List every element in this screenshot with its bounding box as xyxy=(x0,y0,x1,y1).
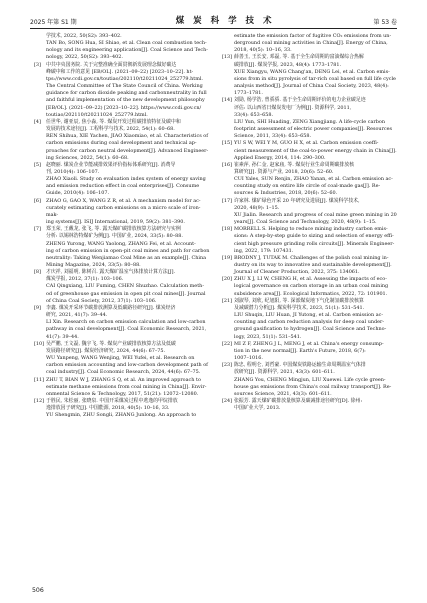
reference-line: ing of carbon emission in open-pit coal mines and path for carbon xyxy=(46,247,210,254)
reference-number: [12] xyxy=(34,397,45,404)
reference-line: ground gasification to hydrogen[J]. Coal Science and Techno- xyxy=(234,326,387,333)
reference-line: counting study on entire life circle of coal-made gas[J]. Re- xyxy=(234,183,381,190)
reference-line: tion in the new normal[J]. Earth's Future, 2018, 6(7): xyxy=(234,347,366,354)
reference-line: CUI Yales, SUN Renjin, ZHAO Yanan, et al. Carbon emission ac- xyxy=(234,176,393,183)
reference-line: MI Z F, ZHENG J L, MENG J, et al. China's energy consump- xyxy=(234,340,384,347)
reference-line: ZHAO G, GAO X, WANG Z R, et al. A mechanism model for ac- xyxy=(46,197,201,204)
reference-line: sions from in situ pyrolysis of tar-rich coal based on full life cycle xyxy=(234,75,396,82)
reference-line: 学技术, 2022, 50(S2): 393–402. xyxy=(46,33,122,39)
reference-entry xyxy=(222,226,398,255)
reference-entry xyxy=(222,362,398,398)
reference-number: [8] xyxy=(34,269,41,276)
reference-line: 于胜民, 朱松丽, 张晓泉. 中国开采煤炭过程中逃逸的甲烷排放 xyxy=(46,397,178,404)
reference-line: logy, 2023, 51(1): 531–541. xyxy=(234,333,302,340)
reference-number: [6] xyxy=(34,197,41,204)
reference-entry xyxy=(34,398,210,419)
reference-line: 赵晓丽. 煤炭企业节能减排效果评价指标体系研究[J]. 消费导 xyxy=(46,161,176,168)
reference-line: toutiao/202110/t20211024_252779.html. xyxy=(46,111,148,118)
reference-line: ZHANG You, CHENG Mingjun, LIU Xuewei. Life cycle green- xyxy=(234,376,386,383)
reference-line: ZHU X J, LI W, CHENG H, et al. Assessing the impacts of eco- xyxy=(234,276,387,283)
reference-line: 研究, 2021, 41(7): 39–44. xyxy=(46,312,108,319)
reference-line: 崔素萍, 孙仁金, 赵家庙, 等. 煤炭行业生命周期碳排放核 xyxy=(234,161,355,168)
reference-line: nology, 2022, 50(S2): 393–402. xyxy=(46,54,123,61)
reference-number: [24] xyxy=(222,397,233,404)
reference-line: carbon emissions during coal development and technical ap- xyxy=(46,140,197,147)
reference-line: 煤炭学报, 2012, 37(1): 103–106. xyxy=(46,276,124,283)
reference-line: logical governance on carbon storage in an urban coal mining xyxy=(234,283,389,290)
reference-entry xyxy=(222,255,398,276)
reference-line: 刘勋, 杨学浩, 曾骄骄. 基于全生命周期评价的电力企业碳足迹 xyxy=(234,97,366,104)
reference-line: XU Jialin. Research and progress of coal mine green mining in 20 xyxy=(234,211,397,218)
reference-entry xyxy=(222,54,398,97)
issue-label: 2025 年第 S1 期 xyxy=(30,19,77,26)
header-rule xyxy=(30,28,397,29)
reference-entry xyxy=(222,162,398,198)
reference-line: REN Shihua, XIE Yachen, JIAO Xiaomiao, et al. Characteristics of xyxy=(46,133,209,140)
reference-line: sions: A step-by-step guide to sizing and selection of energy effi- xyxy=(234,233,394,240)
reference-line: coal industry[J]. Coal Economic Research, 2024, 44(6): 67–75. xyxy=(46,369,201,376)
reference-line: 薛善玉, 王长安, 邓磊, 等. 基于全生命周期的富油煤综合热解 xyxy=(234,54,364,61)
reference-line: derground coal mining activities in China[J]. Energy of China, xyxy=(234,40,388,47)
reference-entry xyxy=(34,377,210,398)
reference-line: sources Science, 2021, 43(3): 601–611. xyxy=(234,390,332,397)
reference-line: 发展的技术途径[J]. 工程科学与技术, 2022, 54(1): 60–68. xyxy=(46,126,175,133)
reference-number: [18] xyxy=(222,226,233,233)
reference-entry xyxy=(222,198,398,227)
reference-line: 才庆祥, 刘福明, 陈树召. 露天煤矿温室气体排放计算方法[J]. xyxy=(46,269,176,276)
reference-line: ing systems[J]. ISIJ International, 2019, 59(2): 381–390. xyxy=(46,219,185,226)
reference-line: dustry on its way to innovative and sustainable development[J]. xyxy=(234,262,392,268)
reference-line: 中国矿业大学, 2013. xyxy=(234,405,281,412)
reference-line: counting and carbon reduction analysis for deep coal under- xyxy=(234,319,385,326)
reference-number: [3] xyxy=(34,61,41,68)
reference-entry xyxy=(222,298,398,341)
reference-line: 放研究[J]. 资源科学, 2021, 43(3): 601–611. xyxy=(234,369,335,376)
reference-line: 许家林. 煤矿绿色开采 20 年研究及进展[J]. 煤炭科学技术, xyxy=(234,197,360,204)
reference-line: 41(7): 39–44. xyxy=(46,333,79,340)
reference-line: 吴严鹏, 王文磊, 魏宇飞, 等. 煤炭产业碳排放核算方法及低碳 xyxy=(46,340,176,347)
reference-line: TAN Bo, SONG Hua, SI Shiao, et al. Clean coal combustion tech- xyxy=(46,40,207,47)
reference-line: proaches for carbon neutral development[J]. Advanced Engineer- xyxy=(46,147,209,154)
reference-line: carbon emission accounting and low-carbon development path of xyxy=(46,362,208,369)
reference-line: The Central Committee of The State Council of China. Working xyxy=(46,83,203,90)
reference-number: [15] xyxy=(222,140,233,147)
reference-line: footprint assessment of electric power companies[J]. Resources xyxy=(234,126,393,133)
reference-line: nology and its engineering application[J]. Coal Science and Tech- xyxy=(46,47,208,54)
volume-label: 第 53 卷 xyxy=(373,19,397,26)
reference-line: 李鑫. 煤炭开采环节碳排放测算及低碳路径研究[J]. 煤炭经济 xyxy=(46,304,176,311)
reference-line: ZHENG Yurong, WANG Yaolong, ZHANG Fei, et al. Account- xyxy=(46,240,196,247)
reference-line: ing, 2022, 179: 107431. xyxy=(234,247,294,254)
reference-line: and faithful implementation of the new development philosophy xyxy=(46,97,205,104)
reference-number: [4] xyxy=(34,118,41,125)
reference-line: 2018, 40(5): 10–16, 33. xyxy=(234,47,292,54)
reference-line: ing Sciences, 2022, 54(1): 60–68. xyxy=(46,154,129,161)
reference-line: 碳排放[J]. 煤炭学报, 2023, 48(4): 1773–1781. xyxy=(234,61,342,68)
reference-line: cient high pressure grinding rolls circuits[J]. Minerals Engineer- xyxy=(234,240,395,247)
reference-line: 刘淑琴, 刘欣, 纪旭阳, 等. 深部煤炭地下气化制氢碳排放核算 xyxy=(234,297,364,304)
reference-line: curately estimating carbon emissions on a micro scale of iron-mak- xyxy=(46,204,201,218)
reference-line: 1007–1016. xyxy=(234,355,263,362)
reference-line: 2020, 48(9): 1–15. xyxy=(234,204,280,211)
reference-entry xyxy=(222,276,398,297)
reference-line: 发展路径研究[J]. 煤炭经济研究, 2024, 44(6): 67–75. xyxy=(46,347,166,354)
reference-number: [14] xyxy=(222,97,233,104)
reference-entry xyxy=(222,140,398,161)
reference-line: pathway in coal development[J]. Coal Economic Research, 2021, xyxy=(46,326,207,333)
reference-entry xyxy=(222,398,398,412)
reference-line: od of greenhouse gas emission in open pit coal mines[J]. Journal xyxy=(46,290,206,297)
reference-entry xyxy=(34,341,210,377)
reference-line: analysis method[J]. Journal of China Coal Society, 2023, 48(4): xyxy=(234,83,389,90)
journal-title: 煤 炭 科 学 技 术 xyxy=(175,16,275,26)
reference-line: CAI Qingxiang, LIU Fuming, CHEN Shuzhao. Calculation meth- xyxy=(46,283,204,290)
reference-line: 刊, 2010(4): 106–107. xyxy=(46,168,100,175)
reference-line: sources & Industries, 2018, 20(6): 52–60. xyxy=(234,190,338,197)
reference-number: [23] xyxy=(222,362,233,369)
reference-line: ZHU T, BIAN W J, ZHANG S Q, et al. An improved approach to xyxy=(46,376,201,383)
reference-line: 及减碳潜力分析[J]. 煤炭科学技术, 2023, 51(1): 531–541. xyxy=(234,304,365,311)
reference-entry xyxy=(34,62,210,119)
reference-line: 分析: 以锡林浩特煤矿为例[J]. 中国矿业, 2024, 33(5): 80–88. xyxy=(46,233,183,240)
reference-line: Applied Energy, 2014, 114: 290–300. xyxy=(234,154,326,161)
reference-line: LI Xin. Research on carbon emission calculation and low-carbon xyxy=(46,319,206,326)
reference-line: Journal of Cleaner Production, 2022, 375: 134061. xyxy=(234,269,360,276)
reference-number: [19] xyxy=(222,254,233,261)
reference-line: neutrality: Taking Wenjiamao Coal Mine as an example[J]. China xyxy=(46,254,207,261)
reference-line: 峰碳中和工作的意见 [EB/OL]. (2021–09–22) [2023–10–22]. ht- xyxy=(46,68,194,75)
reference-line: ZHAO Xiaoli. Study on evaluation index system of energy saving xyxy=(46,176,206,183)
reference-line: Science, 2011, 33(4): 653–658. xyxy=(234,133,312,140)
references-right-column xyxy=(222,33,398,412)
reference-line: 中共中央国务院. 关于完整准确全面贯彻新发展理念做好碳达 xyxy=(46,61,177,68)
reference-line: estimate methane emissions from coal mining in China[J]. Envir- xyxy=(46,383,207,390)
reference-entry xyxy=(34,226,210,269)
reference-line: and emission reduction effect in coal enterprises[J]. Consume xyxy=(46,183,200,190)
reference-line: onmental Science & Technology, 2017, 51(21): 12072–12080. xyxy=(46,390,199,397)
reference-number: [13] xyxy=(222,54,233,61)
reference-line: 评估: 以山西省日煤炭发电厂为例[J]. 资源科学, 2011, xyxy=(234,104,352,111)
reference-entry xyxy=(34,119,210,162)
reference-line: of China Coal Society, 2012, 37(1): 103–106. xyxy=(46,297,157,304)
reference-line: 33(4): 653–658. xyxy=(234,111,274,118)
reference-line: 任世华, 谢亚辰, 焦小淼, 等. 煤炭开发过程碳排放特征及碳中和 xyxy=(46,118,181,125)
reference-entry xyxy=(34,198,210,227)
reference-number: [5] xyxy=(34,161,41,168)
reference-entry xyxy=(222,341,398,362)
reference-line: subsidence area[J]. Ecological Informatics, 2022, 72: 101901. xyxy=(234,290,388,297)
reference-line: LIU Shuqin, LIU Huan, JI Yutong, et al. Carbon emission ac- xyxy=(234,312,384,319)
reference-entry xyxy=(34,305,210,341)
page-number: 506 xyxy=(32,587,44,594)
reference-line: Guide, 2010(4): 106–107. xyxy=(46,190,110,197)
references-left-column xyxy=(34,33,210,419)
reference-line: 算研究[J]. 资源与产业, 2018, 20(6): 52–60. xyxy=(234,168,334,175)
reference-entry xyxy=(34,269,210,305)
reference-line: WU Yanpeng, WANG Wenjing, WEI Yufei, et al. Research on xyxy=(46,355,195,362)
reference-line: years[J]. Coal Science and Technology, 2020, 48(9): 1–15. xyxy=(234,219,377,226)
reference-line: estimate the emission factor of fugitive CO₂ emissions from un- xyxy=(234,33,392,39)
reference-line: cient measurement of the coal-to-power energy chain in China[J]. xyxy=(234,147,397,154)
reference-number: [10] xyxy=(34,340,45,347)
reference-number: [9] xyxy=(34,304,41,311)
reference-line: house gas emissions from China's coal railway transport[J]. Re- xyxy=(234,383,392,390)
reference-number: [22] xyxy=(222,340,233,347)
reference-line: XUE Xiangyu, WANG Chang'an, DENG Lei, et al. Carbon emis- xyxy=(234,68,390,75)
reference-line: tps://www.ccdi.gov.cn/toutiao/202110/t20211024_252779.html. xyxy=(46,75,203,82)
reference-line: BRODNY J, TUTAK M. Challenges of the polish coal mining in- xyxy=(234,254,389,261)
reference-entry xyxy=(34,33,210,62)
reference-line: LIU Yun, SHI Huading, ZENG Xiangjiang. A life-cycle carbon xyxy=(234,118,385,125)
reference-line: MORRELL S. Helping to reduce mining industry carbon emis- xyxy=(234,226,388,233)
reference-line: 张振芳. 露天煤矿碳排放量核算及碳减排途径研究[D]. 徐州: xyxy=(234,397,363,404)
reference-line: guidance for carbon dioxide peaking and carbonneutrality in full xyxy=(46,90,207,97)
reference-number: [16] xyxy=(222,161,233,168)
reference-line: 陈忠, 程明仑, 刘哲豪. 中国煤炭铁路运输生命周期温室气体排 xyxy=(234,362,366,369)
reference-entry xyxy=(34,162,210,198)
reference-line: [EB/OL]. (2021–09–22) [2023–10–22]. https://www.ccdi.gov.cn/ xyxy=(46,104,202,111)
reference-line: YU Shengmin, ZHU Songli, ZHANG Junlong. An approach to xyxy=(46,412,197,419)
reference-entry xyxy=(222,33,398,54)
reference-line: 1773–1781. xyxy=(234,90,263,97)
reference-line: 郑玉荣, 王戴龙, 张飞, 等. 露天煤矿碳排放核算方法研究与实例 xyxy=(46,226,181,233)
reference-number: [7] xyxy=(34,226,41,233)
reference-line: Mining Magazine, 2024, 33(5): 80–88. xyxy=(46,262,141,268)
reference-number: [20] xyxy=(222,276,233,283)
running-header xyxy=(30,12,397,26)
reference-line: 逸排放因子研究[J]. 中国能源, 2018, 40(5): 10–16, 33. xyxy=(46,405,170,412)
reference-entry xyxy=(222,97,398,140)
reference-number: [17] xyxy=(222,197,233,204)
reference-line: YU S W, WEI Y M, GUO H X, et al. Carbon emission coeffi- xyxy=(234,140,379,147)
reference-number: [11] xyxy=(34,376,45,383)
reference-number: [21] xyxy=(222,297,233,304)
